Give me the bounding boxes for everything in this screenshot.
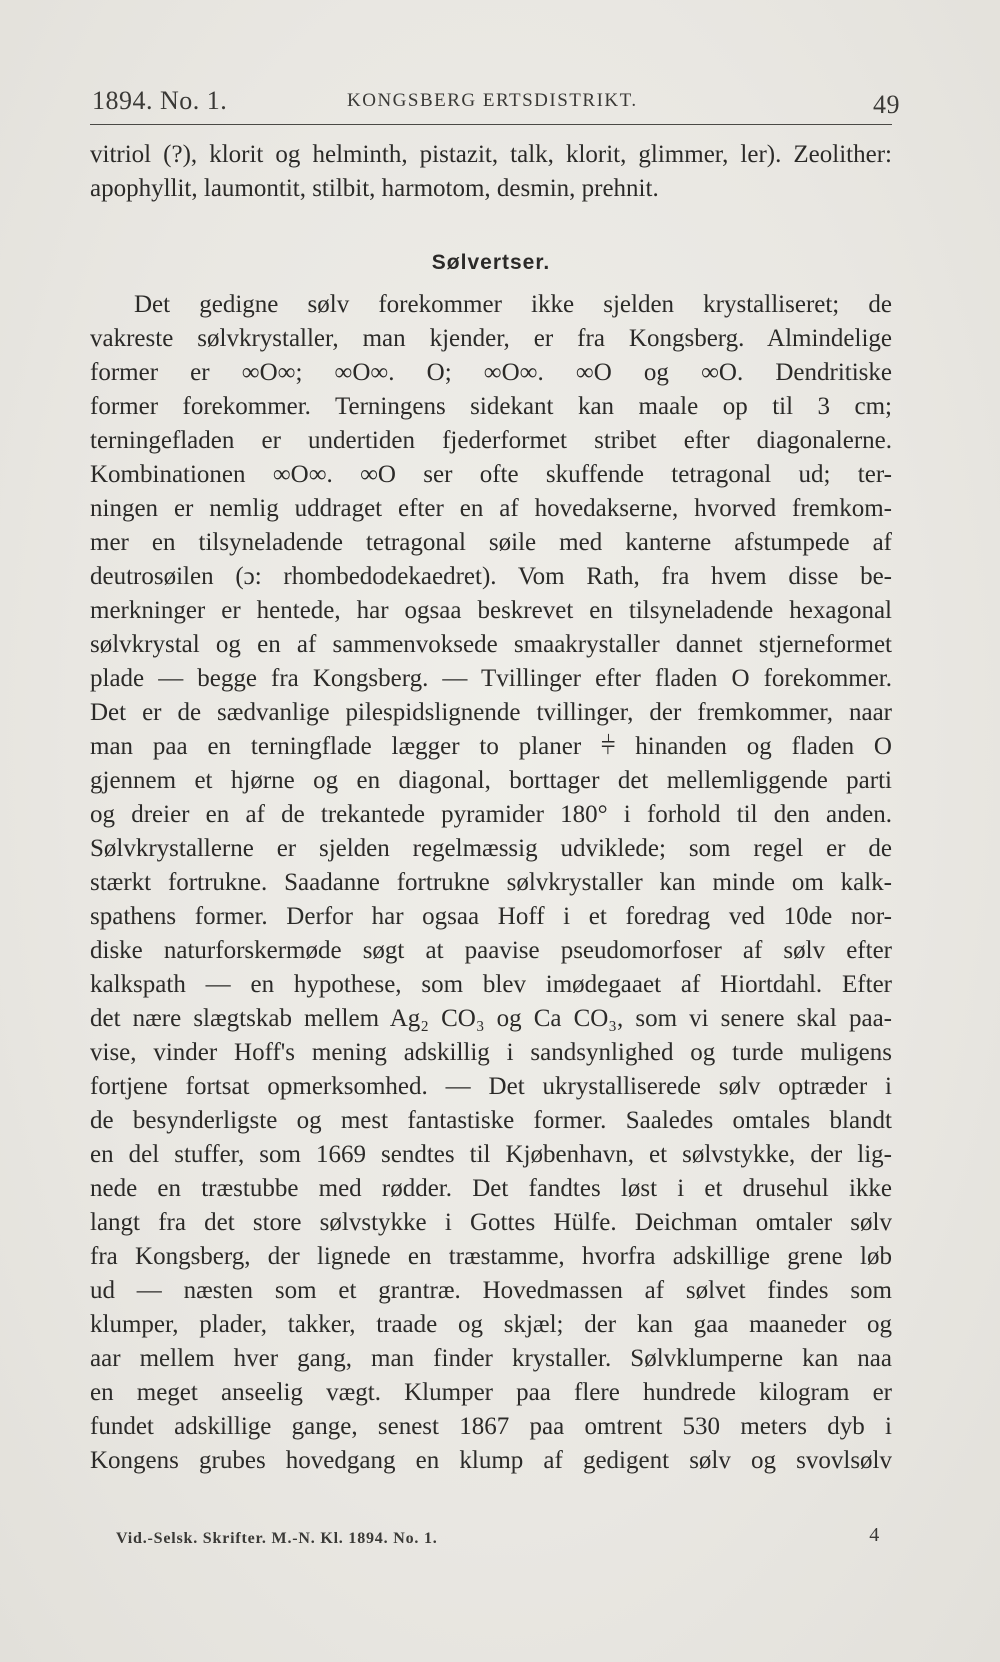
text-line: fortjene fortsat opmerksomhed. — Det ukrystalliserede sølv optræder i xyxy=(90,1073,892,1100)
text-line: kalkspath — en hypothese, som blev imødegaaet af Hiortdahl. Efter xyxy=(90,971,892,998)
running-header xyxy=(92,86,900,122)
text-line: terningefladen er undertiden fjederformet stribet efter diagonalerne. xyxy=(90,427,892,454)
text-line: Det er de sædvanlige pilespidslignende tvillinger, der fremkommer, naar xyxy=(90,699,892,726)
text-line: nede en træstubbe med rødder. Det fandtes løst i et drusehul ikke xyxy=(90,1175,892,1202)
text-line: og dreier en af de trekantede pyramider 180° i forhold til den anden. xyxy=(90,801,892,828)
text-line: former forekommer. Terningens sidekant kan maale op til 3 cm; xyxy=(90,393,892,420)
header-rule xyxy=(90,124,892,125)
text-line: aar mellem hver gang, man finder krystaller. Sølvklumperne kan naa xyxy=(90,1345,892,1372)
text-line: spathens former. Derfor har ogsaa Hoff i et foredrag ved 10de nor- xyxy=(90,903,892,930)
text-line: det nære slægtskab mellem Ag₂ CO₃ og Ca CO₃, som vi senere skal paa- xyxy=(90,1005,892,1032)
signature-mark: 4 xyxy=(869,1524,880,1546)
header-volume-issue: 1894. No. 1. xyxy=(92,86,228,115)
text-line: gjennem et hjørne og en diagonal, borttager det mellemliggende parti xyxy=(90,767,892,794)
text-line: sølvkrystal og en af sammenvoksede smaakrystaller dannet stjerneformet xyxy=(90,631,892,658)
text-line: Kombinationen ∞O∞. ∞O ser ofte skuffende tetragonal ud; ter- xyxy=(90,461,892,488)
text-line: former er ∞O∞; ∞O∞. O; ∞O∞. ∞O og ∞O. Dendritiske xyxy=(90,359,892,386)
text-line: vakreste sølvkrystaller, man kjender, er fra Kongsberg. Almindelige xyxy=(90,325,892,352)
header-title: KONGSBERG ERTSDISTRIKT. xyxy=(347,90,638,111)
page-footer xyxy=(116,1524,880,1560)
text-line: mer en tilsyneladende tetragonal søile med kanterne afstumpede af xyxy=(90,529,892,556)
text-line: Sølvkrystallerne er sjelden regelmæssig udviklede; som regel er de xyxy=(90,835,892,862)
text-line: vitriol (?), klorit og helminth, pistazit, talk, klorit, glimmer, ler). Zeolither: xyxy=(90,141,892,168)
text-line: apophyllit, laumontit, stilbit, harmotom, desmin, prehnit. xyxy=(90,175,659,202)
text-line: klumper, plader, takker, traade og skjæl; der kan gaa maaneder og xyxy=(90,1311,892,1338)
text-line: en meget anseelig vægt. Klumper paa flere hundrede kilogram er xyxy=(90,1379,892,1406)
body-text xyxy=(90,138,892,1478)
text-line: Kongens grubes hovedgang en klump af gedigent sølv og svovlsølv xyxy=(90,1447,892,1474)
text-line: ud — næsten som et grantræ. Hovedmassen af sølvet findes som xyxy=(90,1277,892,1304)
text-line: fundet adskillige gange, senest 1867 paa omtrent 530 meters dyb i xyxy=(90,1413,892,1440)
text-line: man paa en terningflade lægger to planer ⫩ hinanden og fladen O xyxy=(90,733,892,760)
text-line: plade — begge fra Kongsberg. — Tvillinger efter fladen O forekommer. xyxy=(90,665,892,692)
text-line: fra Kongsberg, der lignede en træstamme, hvorfra adskillige grene løb xyxy=(90,1243,892,1270)
text-line: Det gedigne sølv forekommer ikke sjelden krystalliseret; de xyxy=(134,291,892,318)
text-line: deutrosøilen (ɔ: rhombedodekaedret). Vom Rath, fra hvem disse be- xyxy=(90,563,892,590)
text-line: de besynderligste og mest fantastiske former. Saaledes omtales blandt xyxy=(90,1107,892,1134)
page-number: 49 xyxy=(873,90,900,119)
text-line: merkninger er hentede, har ogsaa beskrevet en tilsyneladende hexagonal xyxy=(90,597,892,624)
text-line: en del stuffer, som 1669 sendtes til Kjøbenhavn, et sølvstykke, der lig- xyxy=(90,1141,892,1168)
text-line: langt fra det store sølvstykke i Gottes Hülfe. Deichman omtaler sølv xyxy=(90,1209,892,1236)
text-line: vise, vinder Hoff's mening adskillig i sandsynlighed og turde muligens xyxy=(90,1039,892,1066)
text-line: diske naturforskermøde søgt at paavise pseudomorfoser af sølv efter xyxy=(90,937,892,964)
text-line: ningen er nemlig uddraget efter en af hovedakserne, hvorved fremkom- xyxy=(90,495,892,522)
footer-citation: Vid.-Selsk. Skrifter. M.-N. Kl. 1894. No. 1. xyxy=(116,1530,438,1547)
section-heading: Sølvertser. xyxy=(431,251,551,274)
text-line: stærkt fortrukne. Saadanne fortrukne sølvkrystaller kan minde om kalk- xyxy=(90,869,892,896)
